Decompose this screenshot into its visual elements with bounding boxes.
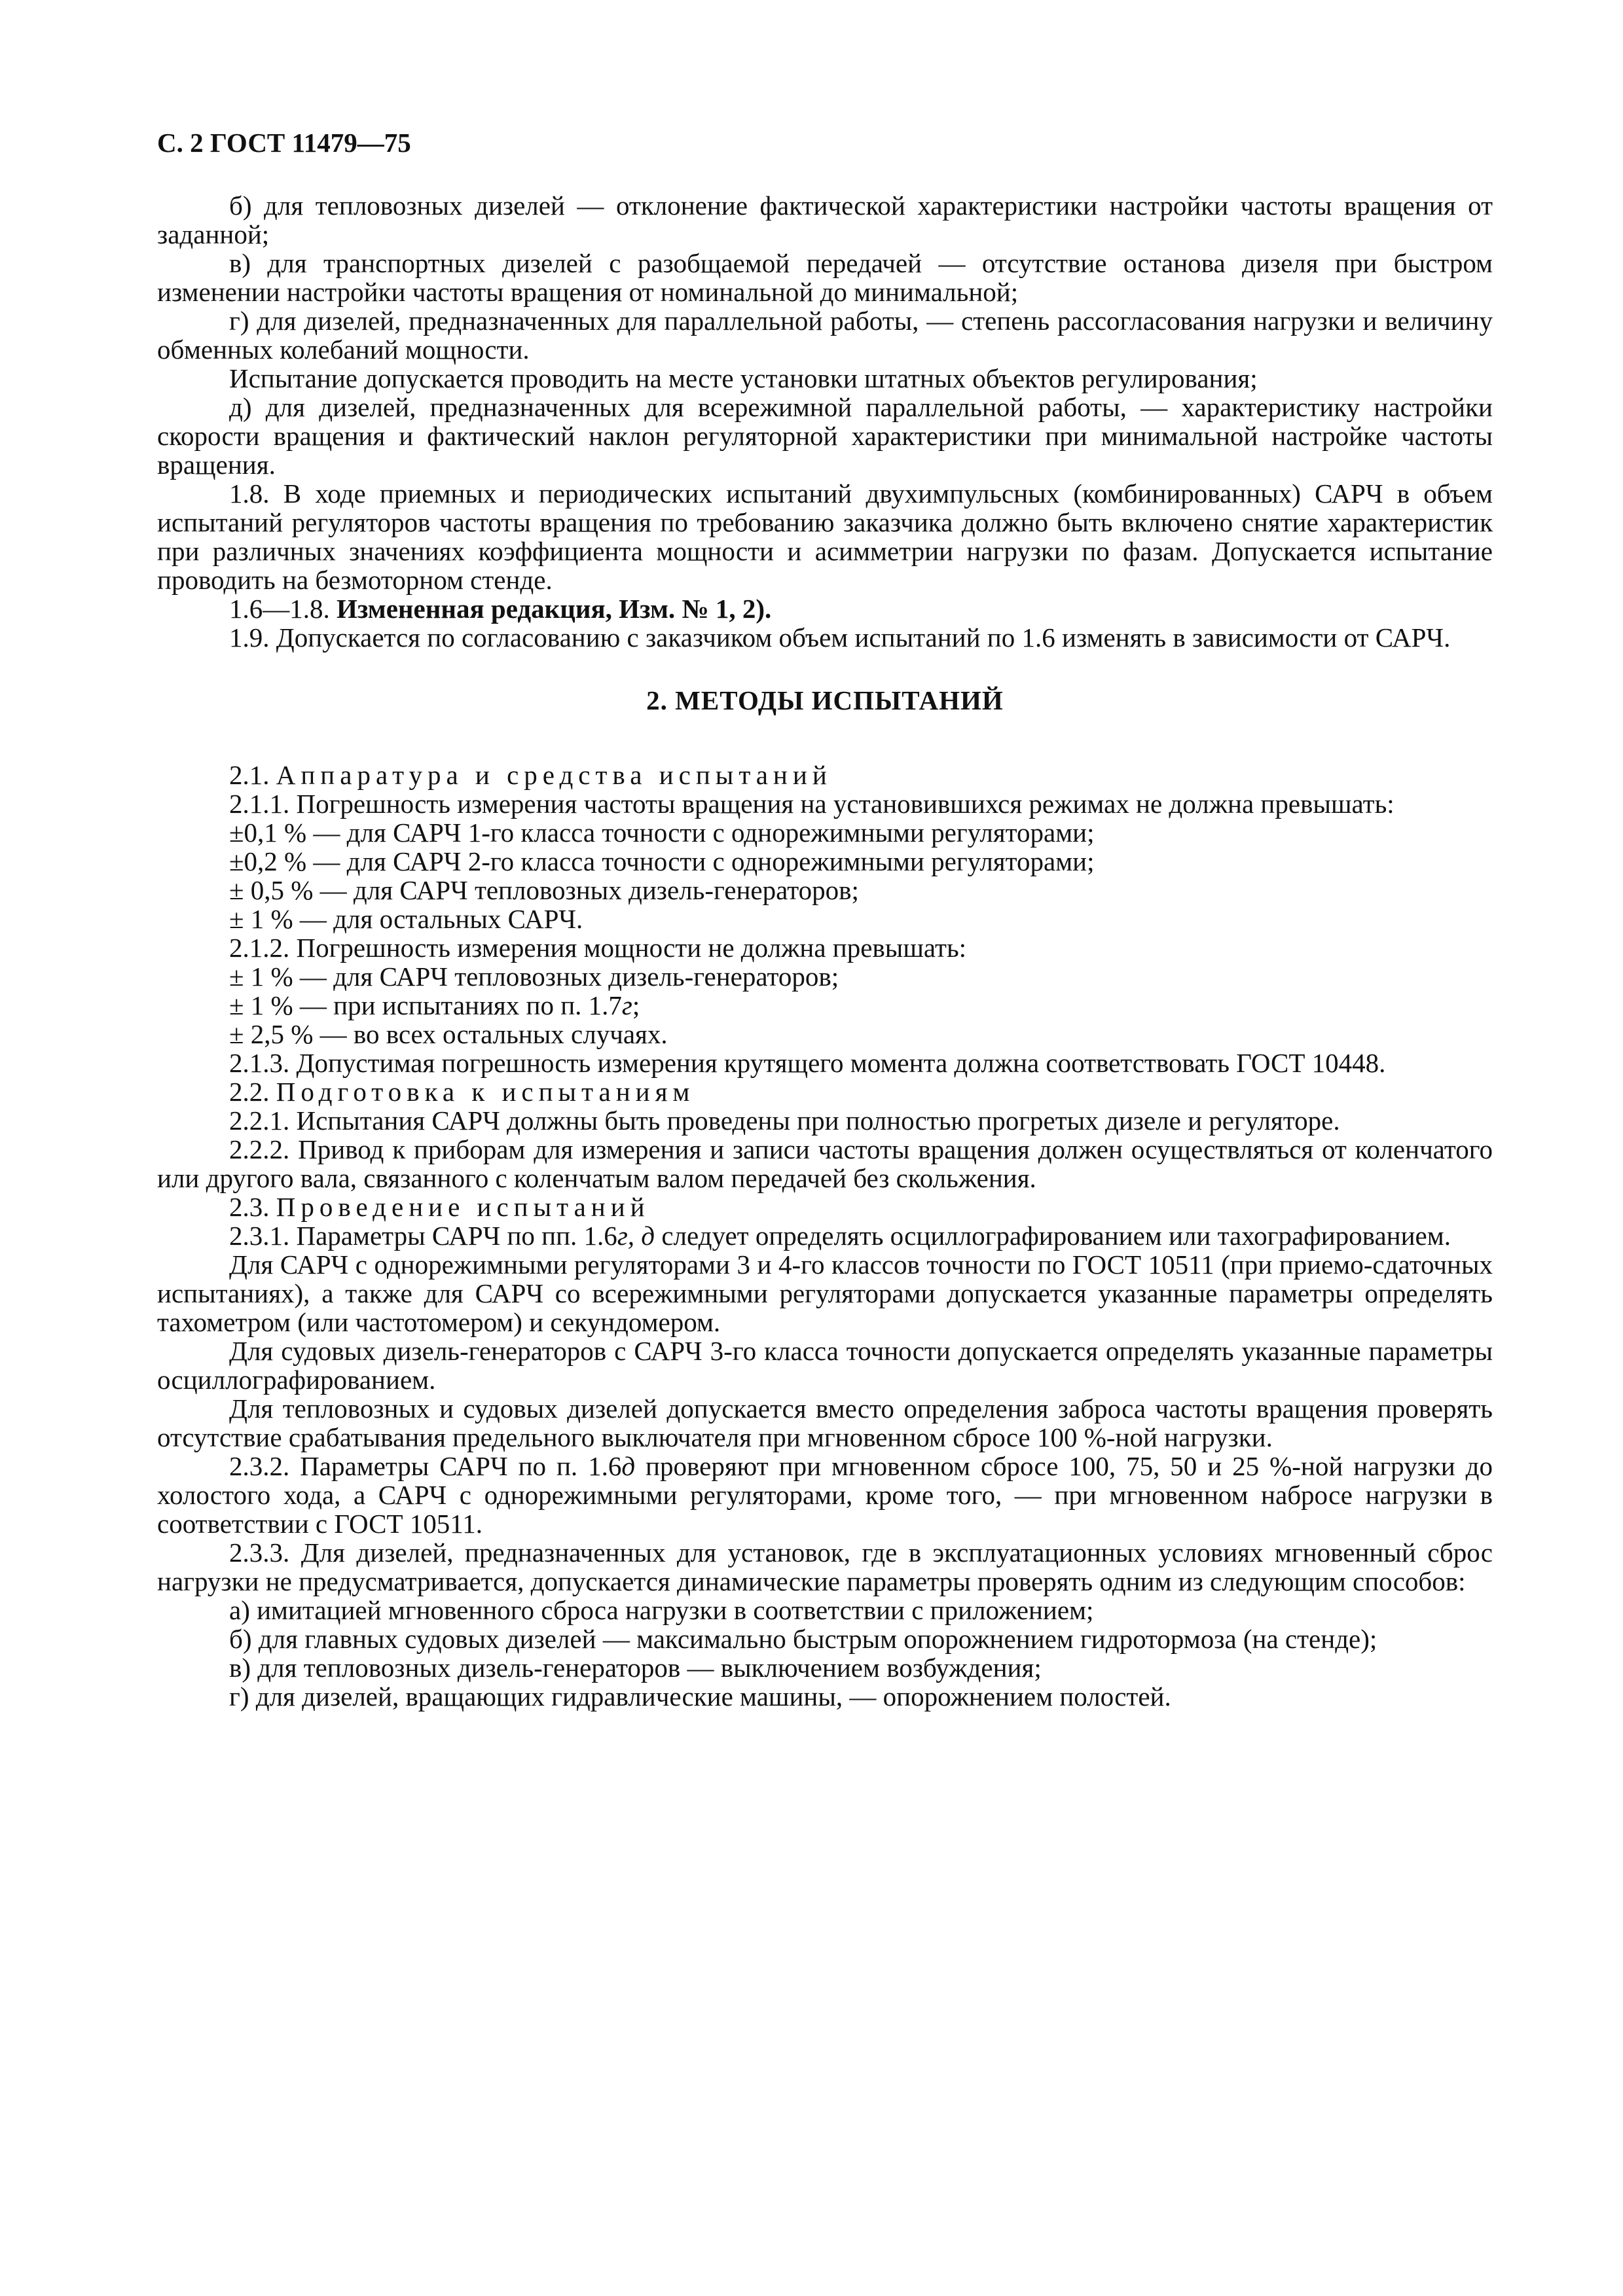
subsection-2-2 xyxy=(157,1077,1493,1106)
paragraph-2-3-3: 2.3.3. Для дизелей, предназначенных для установок, где в эксплуатационных условиях мгновенный сброс нагрузки не предусматривается, допускается динамические параметры проверять одним из следующим способов: xyxy=(157,1537,1493,1596)
list-item-2-3-3-g: г) для дизелей, вращающих гидравлические машины, — опорожнением полостей. xyxy=(229,1681,1171,1712)
subsection-2-2-title: Подготовка к испытаниям xyxy=(276,1077,695,1107)
paragraph-2-1-3: 2.1.3. Допустимая погрешность измерения крутящего момента должна соответствовать ГОСТ 10448. xyxy=(229,1048,1386,1078)
paragraph-2-3-2-text: 2.3.2. Параметры САРЧ по п. 1.6 xyxy=(229,1451,622,1481)
paragraph-2-1-2: 2.1.2. Погрешность измерения мощности не должна превышать: xyxy=(229,933,967,963)
paragraph-d-all-mode-parallel: д) для дизелей, предназначенных для всережимной параллельной работы, — характеристику настройки скорости вращения и фактический наклон регуляторной характеристики при минимальной настройке частоты вращения. xyxy=(157,392,1493,480)
list-item-2-1-1-d: ± 1 % — для остальных САРЧ. xyxy=(229,904,583,934)
paragraph-single-mode-regulators: Для САРЧ с однорежимными регуляторами 3 и 4-го классов точности по ГОСТ 10511 (при приемо-сдаточных испытаниях), а также для САРЧ со всережимными регуляторами допускается указанные параметры определять тахометром (или частотомером) и секундомером. xyxy=(157,1249,1493,1337)
paragraph-b-diesel-locomotive: б) для тепловозных дизелей — отклонение фактической характеристики настройки частоты вращения от заданной; xyxy=(157,190,1493,249)
paragraph-2-3-1-italic: г, д xyxy=(617,1221,655,1251)
subsection-2-1-title: Аппаратура и средства испытаний xyxy=(276,760,832,790)
list-item-2-3-3-a: а) имитацией мгновенного сброса нагрузки в соответствии с приложением; xyxy=(229,1595,1094,1625)
list-item-2-1-2-b-text: ± 1 % — при испытаниях по п. 1.7 xyxy=(229,990,622,1020)
paragraph-2-2-2: 2.2.2. Привод к приборам для измерения и записи частоты вращения должен осуществляться от коленчатого или другого вала, связанного с коленчатым валом передачей без скольжения. xyxy=(157,1134,1493,1193)
paragraph-2-2-1: 2.2.1. Испытания САРЧ должны быть проведены при полностью прогретых дизеле и регуляторе. xyxy=(229,1105,1340,1136)
revision-note-bold: Измененная редакция, Изм. № 1, 2). xyxy=(337,594,772,624)
paragraph-test-location: Испытание допускается проводить на месте установки штатных объектов регулирования; xyxy=(229,363,1258,393)
revision-note-prefix: 1.6—1.8. xyxy=(229,594,337,624)
list-item-2-1-2-b-end: ; xyxy=(632,990,640,1020)
paragraph-2-3-1-end: следует определять осциллографированием или тахографированием. xyxy=(655,1221,1451,1251)
subsection-2-1-number: 2.1. xyxy=(229,760,276,790)
list-item-2-1-2-a: ± 1 % — для САРЧ тепловозных дизель-генераторов; xyxy=(229,961,839,992)
paragraph-1-8: 1.8. В ходе приемных и периодических испытаний двухимпульсных (комбинированных) САРЧ в объем испытаний регуляторов частоты вращения по требованию заказчика должно быть включено снятие характеристик при различных значениях коэффициента мощности и асимметрии нагрузки по фазам. Допускается испытание проводить на безмоторном стенде. xyxy=(157,478,1493,595)
page-header: С. 2 ГОСТ 11479—75 xyxy=(157,128,411,158)
list-item-2-1-2-b xyxy=(157,991,1493,1020)
paragraph-2-3-2 xyxy=(157,1452,1493,1538)
paragraph-revision-note xyxy=(157,594,1493,623)
subsection-2-2-number: 2.2. xyxy=(229,1077,276,1107)
paragraph-2-3-1 xyxy=(157,1221,1493,1250)
list-item-2-1-2-c: ± 2,5 % — во всех остальных случаях. xyxy=(229,1019,668,1049)
subsection-2-1 xyxy=(157,761,1493,789)
section-title: 2. МЕТОДЫ ИСПЫТАНИЙ xyxy=(646,685,1004,715)
document-page xyxy=(157,128,1493,1711)
paragraph-locomotive-ship-diesels: Для тепловозных и судовых дизелей допускается вместо определения заброса частоты вращения проверять отсутствие срабатывания предельного выключателя при мгновенном сбросе 100 %-ной нагрузки. xyxy=(157,1393,1493,1452)
paragraph-2-3-2-italic: д xyxy=(621,1451,636,1481)
list-item-2-1-1-a: ±0,1 % — для САРЧ 1-го класса точности с однорежимными регуляторами; xyxy=(229,817,1095,848)
list-item-2-1-2-b-italic: г xyxy=(621,990,632,1020)
paragraph-ship-diesel-generators: Для судовых дизель-генераторов с САРЧ 3-го класса точности допускается определять указанные параметры осциллографированием. xyxy=(157,1336,1493,1395)
paragraph-g-parallel-work: г) для дизелей, предназначенных для параллельной работы, — степень рассогласования нагрузки и величину обменных колебаний мощности. xyxy=(157,306,1493,365)
paragraph-1-9: 1.9. Допускается по согласованию с заказчиком объем испытаний по 1.6 изменять в зависимости от САРЧ. xyxy=(229,622,1451,653)
list-item-2-3-3-b: б) для главных судовых дизелей — максимально быстрым опорожнением гидротормоза (на стенде); xyxy=(229,1624,1377,1654)
list-item-2-1-1-b: ±0,2 % — для САРЧ 2-го класса точности с однорежимными регуляторами; xyxy=(229,846,1095,876)
subsection-2-3-number: 2.3. xyxy=(229,1192,276,1222)
subsection-2-3-title: Проведение испытаний xyxy=(276,1192,650,1222)
list-item-2-3-3-v: в) для тепловозных дизель-генераторов — выключением возбуждения; xyxy=(229,1653,1042,1683)
subsection-2-3 xyxy=(157,1193,1493,1221)
paragraph-2-1-1: 2.1.1. Погрешность измерения частоты вращения на установившихся режимах не должна превышать: xyxy=(229,789,1395,819)
list-item-2-1-1-c: ± 0,5 % — для САРЧ тепловозных дизель-генераторов; xyxy=(229,875,859,905)
paragraph-2-3-1-text: 2.3.1. Параметры САРЧ по пп. 1.6 xyxy=(229,1221,617,1251)
paragraph-2-3-2-end: проверяют при мгновенном сбросе 100, 75, 50 и 25 %-ной нагрузки до холостого хода, а САРЧ с однорежимными регуляторами, кроме того, — при мгновенном набросе нагрузки в соответствии с ГОСТ 10511. xyxy=(157,1451,1493,1539)
paragraph-v-transport-diesel: в) для транспортных дизелей с разобщаемой передачей — отсутствие останова дизеля при быстром изменении настройки частоты вращения от номинальной до минимальной; xyxy=(157,248,1493,307)
